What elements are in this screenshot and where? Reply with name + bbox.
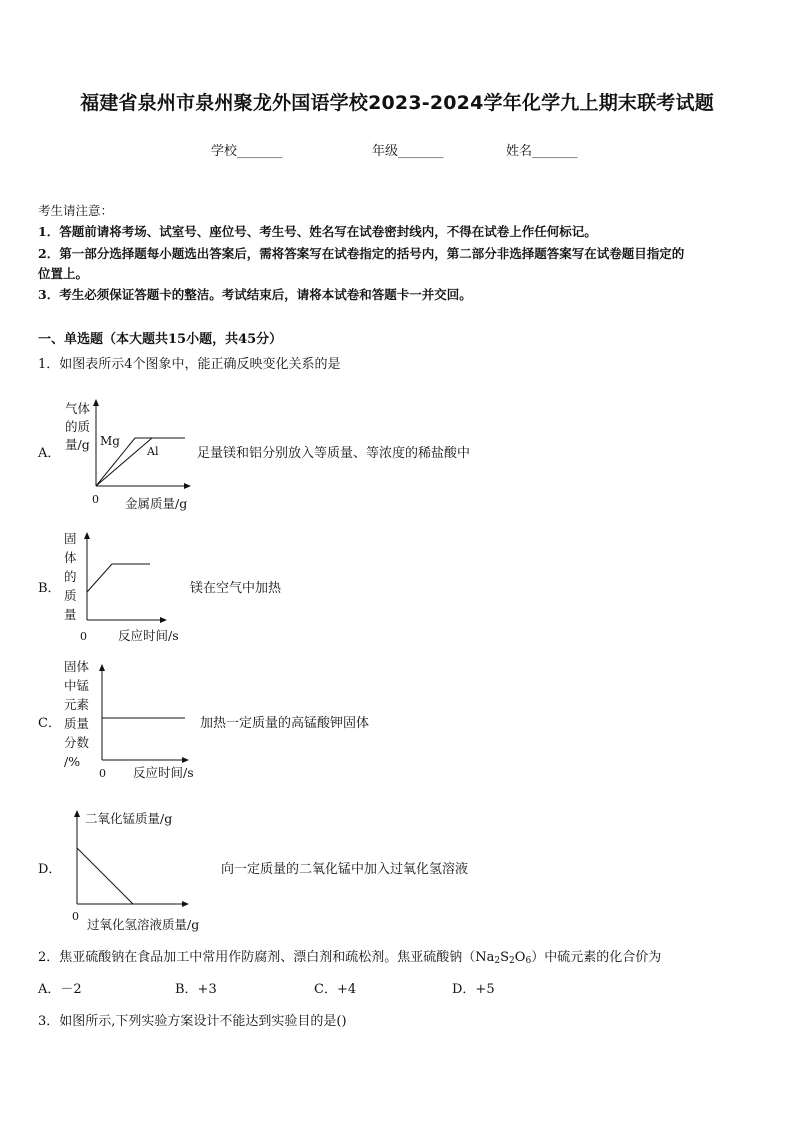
graph-b-y-arrow xyxy=(84,532,90,539)
graph-a-x-arrow xyxy=(184,483,191,489)
q1-option-c-graph xyxy=(55,656,215,786)
school-field: 学校_______ xyxy=(211,144,283,159)
q1-option-d-label: D． xyxy=(38,862,62,877)
q2-mid-2: O xyxy=(514,950,526,965)
graph-b-ylabel-5: 量 xyxy=(64,607,77,622)
graph-d-x-arrow xyxy=(182,901,189,907)
page-title: 福建省泉州市泉州聚龙外国语学校2023-2024学年化学九上期末联考试题 xyxy=(80,92,714,114)
q1-option-a-label: A． xyxy=(38,446,61,461)
graph-d-decline-line xyxy=(77,848,133,904)
graph-b-rise-line xyxy=(87,564,112,592)
graph-b-ylabel-3: 的 xyxy=(64,569,77,584)
graph-a-xlabel: 金属质量/g xyxy=(125,496,188,511)
graph-d-y-arrow xyxy=(74,810,80,817)
grade-field: 年级_______ xyxy=(372,144,444,159)
graph-b-ylabel-1: 固 xyxy=(64,531,77,546)
graph-a-series-mg: Mg xyxy=(100,434,120,448)
graph-d-ylabel: 二氧化锰质量/g xyxy=(85,811,173,826)
graph-c-ylabel-4: 质量 xyxy=(64,716,90,731)
graph-c-xlabel: 反应时间/s xyxy=(133,765,194,780)
graph-a-origin: 0 xyxy=(92,493,99,506)
section-heading: 一、单选题（本大题共15小题，共45分） xyxy=(38,332,283,347)
graph-c-x-arrow xyxy=(182,757,189,763)
graph-c-y-arrow xyxy=(99,664,105,671)
question-3-stem: 3．如图所示,下列实验方案设计不能达到实验目的是() xyxy=(38,1014,347,1029)
q2-sub-1: 2 xyxy=(494,956,501,966)
q1-option-a-desc: 足量镁和铝分别放入等质量、等浓度的稀盐酸中 xyxy=(197,446,471,461)
notice-item-2: 2．第一部分选择题每小题选出答案后，需将答案写在试卷指定的括号内，第二部分非选择题答案写在试卷题目指定的 xyxy=(38,246,685,261)
graph-b-x-arrow xyxy=(160,617,167,623)
q2-option-c: C．+4 xyxy=(314,982,357,997)
graph-d-xlabel: 过氧化氢溶液质量/g xyxy=(87,917,200,932)
graph-c-ylabel-1: 固体 xyxy=(64,659,90,674)
graph-a-ylabel-1: 气体 xyxy=(65,401,91,416)
q1-option-c-label: C． xyxy=(38,716,61,731)
question-2-stem xyxy=(38,946,661,966)
graph-a-ylabel-2: 的质 xyxy=(65,419,91,434)
notice-item-1: 1．答题前请将考场、试室号、座位号、考生号、姓名写在试卷密封线内，不得在试卷上作任何标记。 xyxy=(38,224,597,239)
graph-b-ylabel-2: 体 xyxy=(64,550,77,565)
notice-heading: 考生请注意： xyxy=(38,203,114,218)
q2-mid-1: S xyxy=(500,950,510,965)
graph-c-origin: 0 xyxy=(99,767,106,780)
q1-option-c-desc: 加热一定质量的高锰酸钾固体 xyxy=(200,716,370,731)
question-1-stem: 1．如图表所示4个图象中，能正确反映变化关系的是 xyxy=(38,357,341,372)
name-field: 姓名_______ xyxy=(506,144,578,159)
graph-b-xlabel: 反应时间/s xyxy=(118,628,179,643)
graph-a-ylabel-3: 量/g xyxy=(65,437,90,452)
q1-option-d-desc: 向一定质量的二氧化锰中加入过氧化氢溶液 xyxy=(221,862,469,877)
graph-a-series-al: Al xyxy=(147,445,159,458)
graph-c-ylabel-5: 分数 xyxy=(64,735,90,750)
graph-d-origin: 0 xyxy=(72,910,79,923)
graph-c-ylabel-3: 元素 xyxy=(64,697,90,712)
q2-option-b: B．+3 xyxy=(175,982,217,997)
notice-item-2-cont: 位置上。 xyxy=(38,266,89,281)
q1-option-b-desc: 镁在空气中加热 xyxy=(190,581,282,596)
q2-sub-2: 2 xyxy=(509,956,515,966)
graph-c-ylabel-6: /% xyxy=(64,754,81,769)
q2-stem-post: ）中硫元素的化合价为 xyxy=(531,950,662,965)
graph-c-ylabel-2: 中锰 xyxy=(64,678,90,693)
notice-item-3: 3．考生必须保证答题卡的整洁。考试结束后，请将本试卷和答题卡一并交回。 xyxy=(38,287,472,302)
q2-sub-3: 6 xyxy=(525,956,532,966)
q1-option-b-label: B． xyxy=(38,581,61,596)
q2-option-d: D．+5 xyxy=(452,982,495,997)
q1-option-d-graph xyxy=(55,802,235,937)
q1-option-a-graph xyxy=(55,395,215,515)
graph-b-origin: 0 xyxy=(80,630,87,643)
graph-b-ylabel-4: 质 xyxy=(64,588,77,603)
graph-a-y-arrow xyxy=(93,399,99,406)
q2-stem-pre: 2．焦亚硫酸钠在食品加工中常用作防腐剂、漂白剂和疏松剂。焦亚硫酸钠（Na xyxy=(38,950,495,965)
q2-option-a: A．－2 xyxy=(38,982,82,997)
